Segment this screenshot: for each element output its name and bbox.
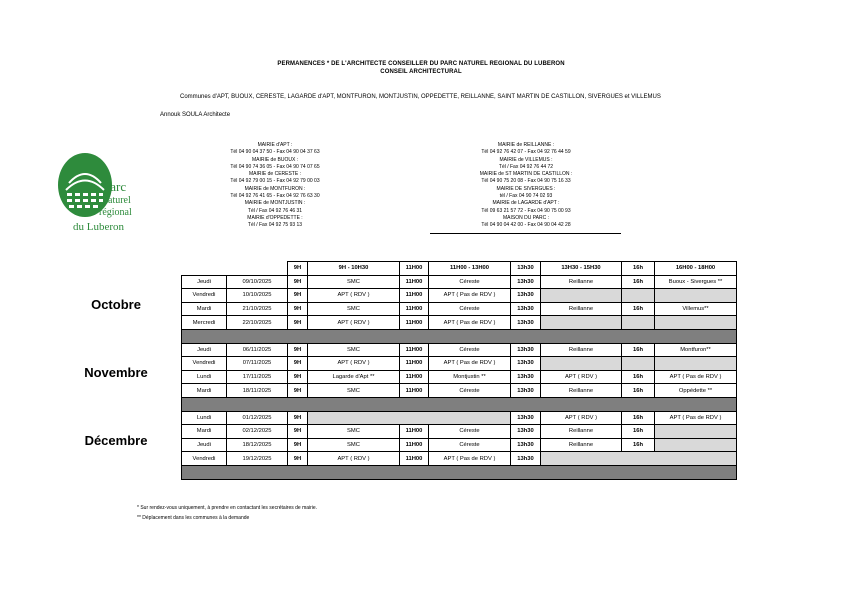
location-cell: SMC xyxy=(308,384,400,398)
mairie-line: Tél 04 92 76 41 65 - Fax 04 92 76 63 30 xyxy=(230,193,320,200)
time-cell: 13h30 xyxy=(511,275,541,289)
empty-cell xyxy=(541,289,622,303)
location-cell: APT ( RDV ) xyxy=(541,370,622,384)
time-cell: 9H xyxy=(288,411,308,425)
day-cell: Mercredi xyxy=(182,316,227,330)
date-cell: 19/12/2025 xyxy=(227,452,288,466)
location-cell: Reillanne xyxy=(541,302,622,316)
time-cell: 16h xyxy=(622,302,655,316)
mairie-line: tél / Fax 04 90 74 02 93 xyxy=(499,193,553,200)
time-cell: 9H xyxy=(288,316,308,330)
location-cell: Reillanne xyxy=(541,275,622,289)
table-row xyxy=(182,370,737,384)
location-cell: Céreste xyxy=(429,275,511,289)
location-cell: APT ( RDV ) xyxy=(308,452,400,466)
time-cell: 13h30 xyxy=(511,411,541,425)
location-cell: Reillanne xyxy=(541,384,622,398)
time-cell: 11H00 xyxy=(400,275,429,289)
day-cell: Mardi xyxy=(182,384,227,398)
location-cell: SMC xyxy=(308,425,400,439)
mairie-line: MAIRIE de VILLEMUS : xyxy=(499,156,553,163)
time-cell: 16h xyxy=(622,438,655,452)
time-cell: 11H00 xyxy=(400,343,429,357)
time-cell: 13h30 xyxy=(511,316,541,330)
mairie-line: MAIRIE de CERESTE : xyxy=(249,171,301,178)
month-label-novembre: Novembre xyxy=(84,365,148,380)
location-cell: APT ( Pas de RDV ) xyxy=(429,316,511,330)
location-cell: Buoux - Sivergues ** xyxy=(655,275,737,289)
empty-cell xyxy=(655,438,737,452)
mairies-right-list xyxy=(462,142,590,230)
mairie-line: Tél 04 90 75 20 08 - Fax 04 90 75 16 33 xyxy=(481,178,571,185)
mairie-line: Tél 04 92 76 42 07 - Fax 04 92 76 44 59 xyxy=(481,149,571,156)
mairies-left-list xyxy=(215,142,335,230)
location-cell: Montjustin ** xyxy=(429,370,511,384)
location-cell: SMC xyxy=(308,438,400,452)
month-label-octobre: Octobre xyxy=(91,297,141,312)
month-separator xyxy=(182,397,737,411)
mairie-line: Tél / Fax 04 92 75 93 13 xyxy=(247,222,303,229)
mairie-line: MAIRIE DE SIVERGUES : xyxy=(496,185,556,192)
time-cell: 9H xyxy=(288,289,308,303)
time-cell: 9H xyxy=(288,343,308,357)
mairie-line: MAISON DU PARC : xyxy=(502,214,550,221)
table-row xyxy=(182,289,737,303)
table-row xyxy=(182,438,737,452)
table-row xyxy=(182,425,737,439)
date-cell: 18/12/2025 xyxy=(227,438,288,452)
location-cell: Céreste xyxy=(429,384,511,398)
time-cell: 11H00 xyxy=(400,370,429,384)
mairie-line: Tél 04 92 79 00 15 - Fax 04 92 79 00 03 xyxy=(230,178,320,185)
day-cell: Mardi xyxy=(182,425,227,439)
time-cell: 9H xyxy=(288,302,308,316)
schedule-table xyxy=(181,261,737,480)
time-cell: 9H xyxy=(288,357,308,371)
empty-cell xyxy=(541,316,622,330)
location-cell: SMC xyxy=(308,275,400,289)
time-cell: 16h xyxy=(622,343,655,357)
empty-cell xyxy=(655,357,737,371)
day-cell: Mardi xyxy=(182,302,227,316)
time-cell: 11H00 xyxy=(400,316,429,330)
logo-text-parc: Parc xyxy=(103,179,127,194)
location-cell: APT ( RDV ) xyxy=(541,411,622,425)
mairie-line: MAIRIE de REILLANNE : xyxy=(497,142,555,148)
month-label-decembre: Décembre xyxy=(84,433,148,448)
date-cell: 06/11/2025 xyxy=(227,343,288,357)
mairie-line: MAIRIE de MONTFURON : xyxy=(244,185,306,192)
location-cell: APT ( Pas de RDV ) xyxy=(429,452,511,466)
divider-line xyxy=(430,233,621,234)
time-cell: 11H00 xyxy=(400,452,429,466)
table-row xyxy=(182,357,737,371)
location-cell: Céreste xyxy=(429,425,511,439)
date-cell: 22/10/2025 xyxy=(227,316,288,330)
location-cell: APT ( Pas de RDV ) xyxy=(655,411,737,425)
location-cell: SMC xyxy=(308,302,400,316)
mairie-line: MAIRIE de MONTJUSTIN : xyxy=(244,200,306,207)
mairie-line: Tél 04 90 74 36 05 - Fax 04 90 74 07 65 xyxy=(230,163,320,170)
document-title: PERMANENCES * DE L'ARCHITECTE CONSEILLER DU PARC NATUREL REGIONAL DU LUBERON xyxy=(277,61,565,67)
footnote-1: * Sur rendez-vous uniquement, à prendre en contactant les secrétaires de mairie. xyxy=(137,505,318,511)
table-row xyxy=(182,411,737,425)
time-cell: 13h30 xyxy=(511,425,541,439)
time-cell: 13h30 xyxy=(511,384,541,398)
time-cell: 13h30 xyxy=(511,370,541,384)
location-cell: SMC xyxy=(308,343,400,357)
time-cell: 13h30 xyxy=(511,343,541,357)
table-row xyxy=(182,302,737,316)
time-cell: 11H00 xyxy=(400,425,429,439)
day-cell: Lundi xyxy=(182,411,227,425)
time-cell: 13h30 xyxy=(511,357,541,371)
header-cell: 9H - 10H30 xyxy=(308,262,400,276)
location-cell: APT ( Pas de RDV ) xyxy=(429,289,511,303)
table-row xyxy=(182,316,737,330)
time-cell: 11H00 xyxy=(400,289,429,303)
mairie-line: Tél / Fax 04 92 76 44 72 xyxy=(498,163,554,170)
time-cell: 13h30 xyxy=(511,438,541,452)
location-cell: APT ( Pas de RDV ) xyxy=(655,370,737,384)
date-cell: 09/10/2025 xyxy=(227,275,288,289)
header-cell: 13h30 xyxy=(511,262,541,276)
time-cell: 11H00 xyxy=(400,438,429,452)
header-cell: 13H30 - 15H30 xyxy=(541,262,622,276)
time-cell: 16h xyxy=(622,370,655,384)
empty-cell xyxy=(541,357,622,371)
location-cell: Reillanne xyxy=(541,343,622,357)
mairie-line: MAIRIE de BUOUX : xyxy=(251,156,299,163)
location-cell: Céreste xyxy=(429,438,511,452)
table-row xyxy=(182,343,737,357)
date-cell: 07/11/2025 xyxy=(227,357,288,371)
date-cell: 02/12/2025 xyxy=(227,425,288,439)
time-cell: 16h xyxy=(622,411,655,425)
month-separator xyxy=(182,329,737,343)
time-cell: 9H xyxy=(288,425,308,439)
mairie-line: MAIRIE d'OPPEDETTE : xyxy=(247,214,303,221)
location-cell: Villemus** xyxy=(655,302,737,316)
header-cell: 9H xyxy=(288,262,308,276)
time-cell: 9H xyxy=(288,370,308,384)
location-cell: Oppédette ** xyxy=(655,384,737,398)
location-cell: APT ( RDV ) xyxy=(308,289,400,303)
mairie-line: MAIRIE d'APT : xyxy=(257,142,293,148)
location-cell: Céreste xyxy=(429,343,511,357)
communes-list: Communes d'APT, BUOUX, CERESTE, LAGARDE d'APT, MONTFURON, MONTJUSTIN, OPPEDETTE, REILLANNE, SAINT MARTIN DE CASTILLON, SIVERGUES et VILLEMUS xyxy=(180,94,661,100)
day-cell: Jeudi xyxy=(182,343,227,357)
date-cell: 18/11/2025 xyxy=(227,384,288,398)
header-cell: 16H00 - 18H00 xyxy=(655,262,737,276)
date-cell: 10/10/2025 xyxy=(227,289,288,303)
empty-cell xyxy=(308,411,511,425)
day-cell: Vendredi xyxy=(182,357,227,371)
location-cell: Céreste xyxy=(429,302,511,316)
time-cell: 11H00 xyxy=(400,384,429,398)
time-cell: 13h30 xyxy=(511,289,541,303)
location-cell: Reillanne xyxy=(541,425,622,439)
empty-cell xyxy=(541,452,737,466)
table-row xyxy=(182,275,737,289)
date-cell: 21/10/2025 xyxy=(227,302,288,316)
logo-text-luberon: du Luberon xyxy=(73,221,125,233)
month-separator xyxy=(182,465,737,479)
header-cell: 16h xyxy=(622,262,655,276)
empty-cell xyxy=(655,425,737,439)
mairie-line: Tél 04 90 04 37 50 - Fax 04 90 04 37 63 xyxy=(230,149,320,156)
mairie-line: MAIRIE de LAGARDE d'APT : xyxy=(492,200,560,207)
empty-cell xyxy=(622,289,655,303)
empty-cell xyxy=(622,357,655,371)
location-cell: Lagarde d'Apt ** xyxy=(308,370,400,384)
time-cell: 16h xyxy=(622,275,655,289)
time-cell: 9H xyxy=(288,438,308,452)
time-cell: 9H xyxy=(288,452,308,466)
time-cell: 16h xyxy=(622,384,655,398)
day-cell: Vendredi xyxy=(182,452,227,466)
footnote-2: ** Déplacement dans les communes à la demande xyxy=(137,515,250,521)
location-cell: APT ( Pas de RDV ) xyxy=(429,357,511,371)
table-row xyxy=(182,384,737,398)
date-cell: 17/11/2025 xyxy=(227,370,288,384)
time-cell: 13h30 xyxy=(511,452,541,466)
empty-cell xyxy=(655,289,737,303)
location-cell: APT ( RDV ) xyxy=(308,357,400,371)
document-subtitle: CONSEIL ARCHITECTURAL xyxy=(380,69,462,75)
parc-luberon-logo xyxy=(55,135,140,235)
time-cell: 13h30 xyxy=(511,302,541,316)
mairie-line: Tél 09 63 21 57 72 - Fax 04 90 75 00 93 xyxy=(481,207,571,214)
logo-text-regional: régional xyxy=(99,207,132,218)
time-cell: 9H xyxy=(288,384,308,398)
header-cell: 11H00 xyxy=(400,262,429,276)
location-cell: APT ( RDV ) xyxy=(308,316,400,330)
day-cell: Lundi xyxy=(182,370,227,384)
mairie-line: MAIRIE de ST MARTIN DE CASTILLON : xyxy=(479,171,573,178)
date-cell: 01/12/2025 xyxy=(227,411,288,425)
architect-name: Annouk SOULA Architecte xyxy=(160,112,231,118)
location-cell: Reillanne xyxy=(541,438,622,452)
day-cell: Jeudi xyxy=(182,275,227,289)
time-cell: 9H xyxy=(288,275,308,289)
time-cell: 16h xyxy=(622,425,655,439)
table-row xyxy=(182,452,737,466)
header-cell: 11H00 - 13H00 xyxy=(429,262,511,276)
location-cell: Montfuron** xyxy=(655,343,737,357)
day-cell: Vendredi xyxy=(182,289,227,303)
mairie-line: Tél / Fax 04 92 76 46 31 xyxy=(247,207,303,214)
time-cell: 11H00 xyxy=(400,357,429,371)
day-cell: Jeudi xyxy=(182,438,227,452)
empty-cell xyxy=(655,316,737,330)
table-header-row xyxy=(182,262,737,276)
empty-cell xyxy=(622,316,655,330)
mairie-line: Tél 04 90 04 42 00 - Fax 04 90 04 42 28 xyxy=(481,222,571,229)
time-cell: 11H00 xyxy=(400,302,429,316)
logo-text-naturel: naturel xyxy=(103,195,131,206)
